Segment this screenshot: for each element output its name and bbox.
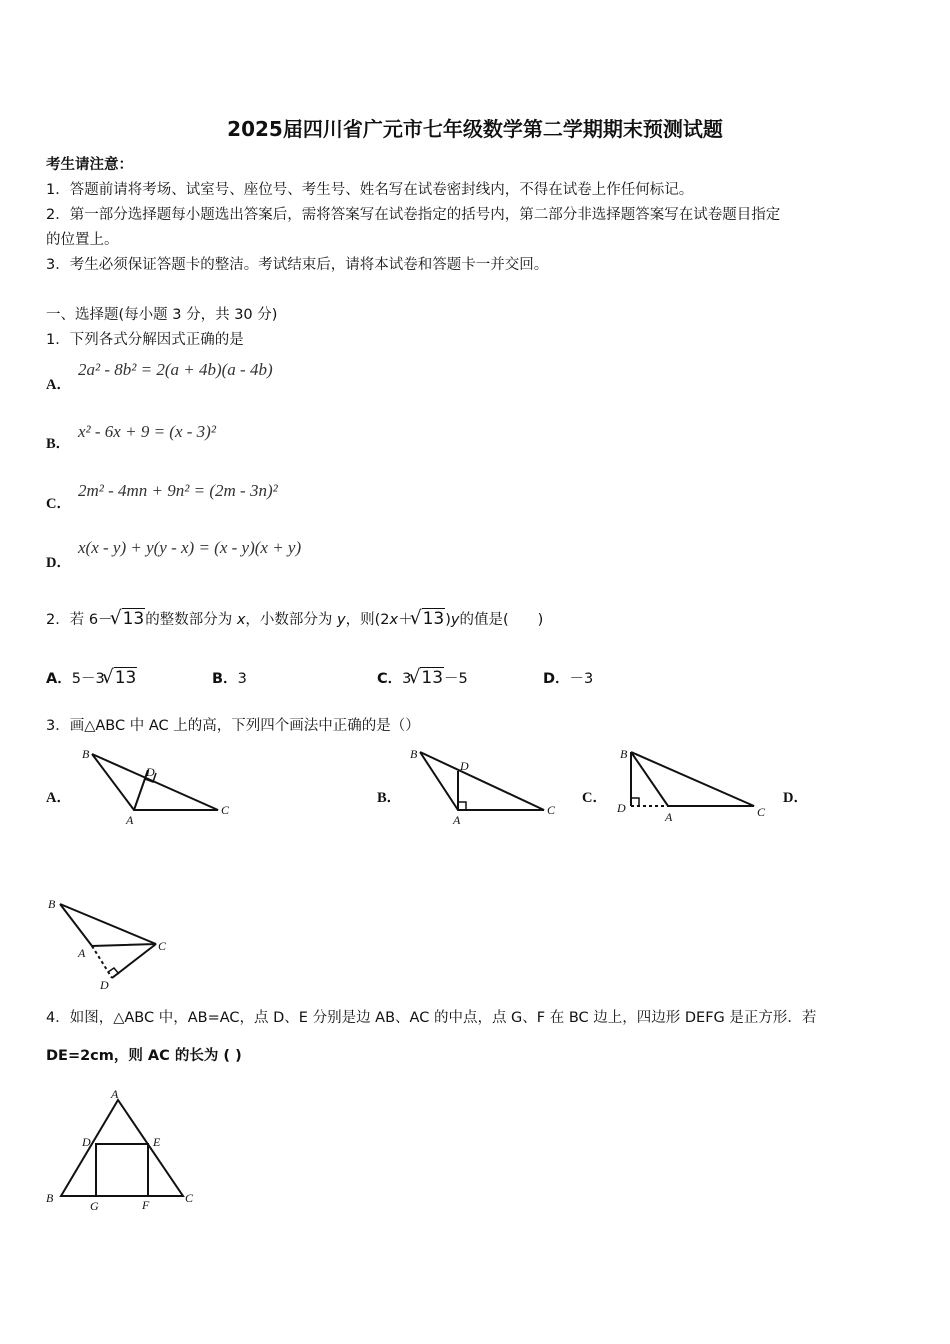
q2-option-b-text: 3 (237, 671, 247, 687)
q3-c-point-d: D (617, 801, 626, 815)
q3-d-point-a: A (78, 946, 86, 960)
q4-stem-line-2: DE=2cm，则 AC 的长为 ( ) (46, 1048, 242, 1064)
q2-option-b (212, 667, 247, 688)
q2-option-a-label: A． (46, 671, 72, 687)
q4-point-e: E (153, 1135, 161, 1149)
q2-option-a (46, 667, 137, 688)
q3-option-d-label: D． (783, 790, 808, 806)
q2-stem-part-g: 的值是( ) (459, 612, 544, 628)
q3-b-right-angle (458, 802, 466, 810)
q2-stem-part-a: 2．若 6－ (46, 612, 113, 628)
q2-var-y: y (337, 612, 346, 628)
q3-a-point-b: B (82, 747, 90, 761)
q2-option-d-text: －3 (569, 671, 594, 687)
q4-stem-line-1: 4．如图，△ABC 中，AB=AC，点 D、E 分别是边 AB、AC 的中点，点 G、F 在 BC 边上，四边形 DEFG 是正方形．若 (46, 1010, 817, 1026)
q2-option-a-text: 5－3 (71, 671, 105, 687)
q2-option-a-radicand: 13 (114, 668, 137, 688)
q3-b-point-b: B (410, 747, 418, 761)
q4-point-g: G (90, 1199, 99, 1213)
q2-option-c (377, 667, 468, 688)
section-heading: 一、选择题(每小题 3 分，共 30 分) (46, 307, 278, 323)
q3-c-point-b: B (620, 747, 628, 761)
q4-point-c: C (185, 1191, 194, 1205)
page-title: 2025届四川省广元市七年级数学第二学期期末预测试题 (227, 117, 723, 141)
q3-d-triangle (60, 904, 156, 946)
q1-option-a-label: A． (46, 377, 71, 393)
q4-point-f: F (142, 1198, 150, 1212)
q4-point-d: D (82, 1135, 91, 1149)
q1-option-b-label: B． (46, 436, 71, 452)
q2-sqrt-1 (113, 609, 146, 629)
q2-radicand-2: 13 (422, 609, 445, 629)
notice-heading: 考生请注意： (46, 157, 133, 173)
q2-option-a-sqrt (105, 668, 138, 688)
q2-option-b-label: B． (212, 671, 238, 687)
q3-b-triangle (420, 752, 544, 810)
q4-triangle (61, 1100, 183, 1196)
q2-var-y-2: y (450, 612, 460, 628)
q3-d-extension (92, 946, 112, 978)
q3-d-point-d: D (100, 978, 109, 992)
q4-point-b: B (46, 1191, 54, 1205)
q2-var-x-2: x (389, 612, 399, 628)
q3-b-point-c: C (547, 803, 556, 817)
q4-figure (42, 1082, 212, 1217)
q3-d-point-c: C (158, 939, 167, 953)
q3-option-a-label: A． (46, 790, 71, 806)
q3-b-point-a: A (453, 813, 461, 827)
q3-figure-b (404, 742, 564, 827)
q2-stem (46, 608, 543, 629)
q1-option-b-math: x² - 6x + 9 = (x - 3)² (78, 422, 216, 441)
q3-c-point-c: C (757, 805, 766, 819)
q3-c-triangle (631, 752, 754, 806)
q2-option-c-text-a: 3 (402, 671, 412, 687)
q2-option-c-label: C． (377, 671, 403, 687)
notice-item-1: 1．答题前请将考场、试室号、座位号、考生号、姓名写在试卷密封线内，不得在试卷上作任何标记。 (46, 182, 694, 198)
q3-option-b-label: B． (377, 790, 402, 806)
q3-stem: 3．画△ABC 中 AC 上的高，下列四个画法中正确的是（） (46, 718, 420, 734)
q3-a-triangle (92, 754, 218, 810)
q1-option-d-label: D． (46, 555, 71, 571)
notice-item-2: 2．第一部分选择题每小题选出答案后，需将答案写在试卷指定的括号内，第二部分非选择题答案写在试卷题目指定 (46, 207, 781, 223)
notice-item-3: 3．考生必须保证答题卡的整洁。考试结束后，请将本试卷和答题卡一并交回。 (46, 257, 549, 273)
q1-stem: 1．下列各式分解因式正确的是 (46, 332, 244, 348)
q2-stem-part-e: ＋ (398, 612, 413, 628)
q2-stem-part-f: ) (445, 612, 451, 628)
q2-sqrt-2 (413, 609, 446, 629)
q3-option-c-label: C． (582, 790, 607, 806)
q3-a-point-c: C (221, 803, 230, 817)
q3-a-point-d: D (146, 765, 155, 779)
q1-option-d-math: x(x - y) + y(y - x) = (x - y)(x + y) (78, 538, 302, 557)
q4-point-a: A (111, 1087, 119, 1101)
q2-option-c-radicand: 13 (421, 668, 444, 688)
q2-radicand-1: 13 (122, 609, 145, 629)
q1-option-c-label: C． (46, 496, 71, 512)
q2-stem-part-b: 的整数部分为 (145, 612, 233, 628)
q3-figure-c (614, 742, 774, 827)
q3-c-right-angle (631, 798, 639, 806)
q2-option-d (543, 667, 593, 688)
q3-figure-a (78, 742, 238, 827)
notice-item-2-cont: 的位置上。 (46, 232, 119, 248)
q2-stem-part-d: ，则(2 (345, 612, 390, 628)
q2-var-x: x (236, 612, 246, 628)
q4-square (96, 1144, 148, 1196)
q1-option-c-math: 2m² - 4mn + 9n² = (2m - 3n)² (78, 481, 278, 500)
q3-a-point-a: A (126, 813, 134, 827)
q2-option-d-label: D． (543, 671, 570, 687)
q2-option-c-text-b: －5 (444, 671, 468, 687)
q3-d-point-b: B (48, 897, 56, 911)
q3-c-point-a: A (665, 810, 673, 824)
q3-figure-d (44, 894, 184, 994)
q2-option-c-sqrt (411, 668, 444, 688)
q2-stem-part-c: ，小数部分为 (245, 612, 333, 628)
q1-option-a-math: 2a² - 8b² = 2(a + 4b)(a - 4b) (78, 360, 273, 379)
q3-b-point-d: D (460, 759, 469, 773)
